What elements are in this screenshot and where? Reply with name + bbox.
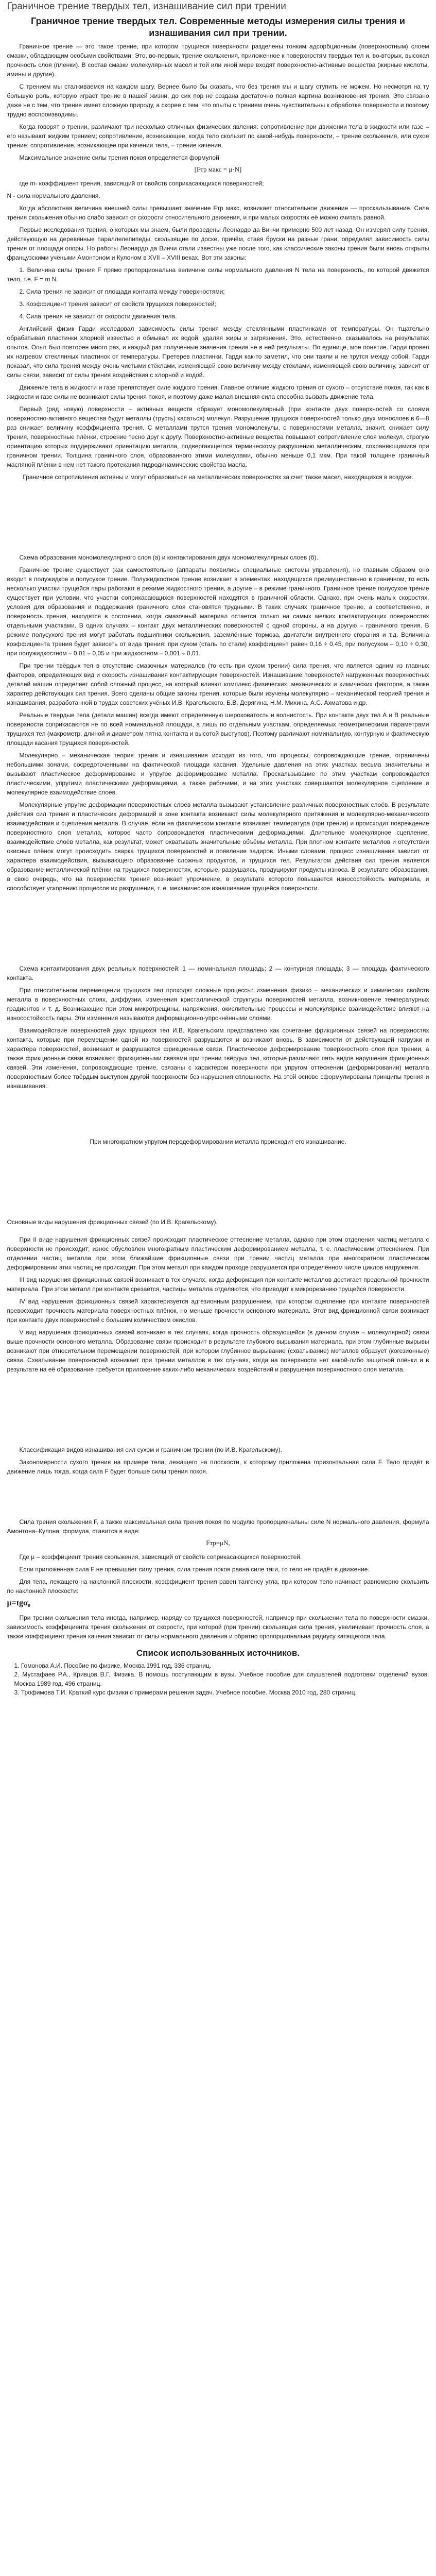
- paragraph: Для тела, лежащего на наклонной плоскости, коэффициент трения равен тангенсу угла, при котором тело начинает равномерно скользить по наклонной плоскости:: [7, 1578, 429, 1595]
- paragraph: Реальные твердые тела (детали машин) всегда имеют определенную шероховатость и волнистость. При контакте двух тел А и В реальные поверхности соприкасаются не по всей номинальной площади, а лишь по отдельным участкам, определяемых геометрическими параметрами трущихся тел (макрометр, длиной и диаметром пятна контакта и высотой выступов). Поэтому различают номинальную, контурную и фактическую площади касания трущихся поверхностей.: [7, 711, 429, 747]
- friction-law-4: 4. Сила трения не зависит от скорости движения тела.: [19, 313, 177, 320]
- paragraph: Первый (ряд новую) поверхности – активных веществ образует мономолекулярный (при контакте двух поверхностей со слоями поверхностно-активного вещества будут металлы (трусть) касаться) молекул. Разрушение трущихся поверхностей только двух монослоев в 6—8 раз снижает величину коэффициента трения. С металлами трутся трения мономолекулы, с поверхностями металла, значит, снижает силу трения, поверхностные плёнки, строение тесно друг к другу. Поверхностно-активные вещества повышают сопротивление слоя молекул, строгую ориентацию которых поддерживают ориентацию металла, подвергающегося термическому разрушению металлическим, сохраняющимися при граничном трении. Толщина граничного слоя, образованного этими молекулами, обычно меньше 0,1 мкм. При такой толщине граничный масляной плёнки в нем нет такого протекания гидродинамические свойства масла.: [7, 405, 429, 468]
- paragraph: Взаимодействие поверхностей двух трущихся тел И.В. Крагельским представлено как сочетание фрикционных связей на поверхностях контакта, которые при перемещении одной из поверхностей разрушаются и возникают вновь. В зависимости от действующей нагрузки и характера поверхностей, возникают и разрушаются фрикционные связи. Пластическое деформирование поверхностного слоя при трении, а также фрикционные связи возникают фрикционными связями при трении твёрдых тел, которые различают пять видов нарушения фрикционных связей. Эти изменения, сопровождающие трение, связаны с характером поверхности при упругом оттеснении (деформировании) металла поверхностным более твёрдым выступом другой поверхности без нарушения сплошности. На этой основе сформулированы принципы трения и изнашивания.: [7, 1027, 429, 1090]
- paragraph: Когда говорят о трении, различают три несколько отличных физических явления: сопротивление при движении тела в жидкости или газе – его называют жидким трением; сопротивление, возникающее, когда тело скользит по какой-нибудь поверхности, – трение скольжения, или сухое трение; сопротивление, возникающее при качении тела, – трение качения.: [7, 123, 429, 149]
- reference-item: 3. Трофимова Т.И. Краткий курс физики с примерами решения задач. Учебное пособие. Москва 2010 год, 280 страниц.: [14, 1689, 357, 1697]
- monolayer-figure: [7, 487, 429, 548]
- reference-item: 2. Мустафаев Р.А., Кривцов В.Г. Физика. В помощь поступающим в вузы. Учебное пособие для слушателей подготовки отделений вузов. Москва 1989 год, 496 страниц.: [14, 1671, 429, 1687]
- figure-caption: Классификация видов изнашивания сил сухом и граничном трении (по И.В. Крагельскому).: [19, 1446, 282, 1453]
- paragraph: При II виде нарушения фрикционных связей происходит пластическое оттеснение металла, однако при этом отделения частиц металла с поверхности не происходит; износ обусловлен многократным пластическим деформированием металла, т. е. пластическим оттеснением. При отделении частиц металла при этом ближайшие фрикционные связи при трении частиц металла при многократном пластическом деформировании этих частиц не происходит. При этом металл при каждом проходе разрушается при определённом числе циклов нагружения.: [7, 1236, 429, 1271]
- formula-max-static-friction: [Fтр макс = μ·N]: [194, 165, 242, 173]
- paragraph: Молекулярно – механическая теория трения и изнашивания исходит из того, что процессы, сопровождающие трение, ограничены небольшими зонами, сосредоточенными на фактической площади касания. Удельные давления на этих участках весьма значительны и вызывают пластическое деформирование и упругое деформирование металла. Проскальзывание по этим участкам сопровождается пластическими, упругими пластическими деформациями, а также рабочими, и на этих участках совершаются молекулярное сцепление и молекулярное взаимодействие слоев.: [7, 752, 429, 796]
- paragraph: При относительном перемещении трущихся тел проходят сложные процессы: изменения физико – механических и химических свойств металла в поверхностных слоях, диффузии, изменения кристаллической структуры поверхностей металла, возникновение температурных градиентов и т. д. Возникающие при этом микротрещины, напряжения, окислительные процессы и молекулярное взаимодействие влияют на износостойкость пары. Эти изменения называются деформационно-упрочнёнными слоями.: [7, 987, 429, 1022]
- paragraph: С трением мы сталкиваемся на каждом шагу. Вернее было бы сказать, что без трения мы и шагу ступить не можем. Но несмотря на ту большую роль, которую играет трение в нашей жизни, до сих пор не создана достаточно полная картина возникновения трения. Это связано даже не с тем, что трение имеет сложную природу, а скорее с тем, что опыты с трением очень чувствительны к обработке поверхности и поэтому трудно воспроизводимы.: [7, 83, 429, 118]
- figure-caption: Основные виды нарушения фрикционных связей (по И.В. Крагельскому).: [7, 1218, 218, 1226]
- paragraph: Движение тела в жидкости и газе препятствует силе жидкого трения. Главное отличие жидкого трения от сухого – отсутствие покоя, так как в жидкости и газе силы не возникают силы трения покоя, и поэтому даже малая внешняя сила способна вызвать движение тела.: [7, 384, 429, 400]
- paragraph: Где μ – коэффициент трения скольжения, зависящий от свойств соприкасающихся поверхностей.: [19, 1553, 302, 1561]
- paragraph: IV вид нарушения фрикционных связей характеризуется адгезионным разрушением, при котором сцепление при контакте поверхностей превосходит прочность материала поверхностных плёнок, но меньше прочности основного материала. Этот вид фрикционной связи возникает при контакте двух поверхностей с большим количеством окислов.: [7, 1298, 429, 1324]
- paragraph: Английский физик Гарди исследовал зависимость силы трения между стеклянными пластинками от температуры. Он тщательно обрабатывал пластинки хлорной известью и обмывал их водой, удаляя жиры и загрязнения. Это, естественно, сказывалось на результатах опытов. Опыт был повторен много раз, и каждый раз полученные значения трения не в ней результаты. По единице, мое понятие. Гарди провел их нагревом стеклянных пластинок от температуры. Претерев пластинки, Гарди как-то заметил, что они таяли и не трутся между собой. Гарди показал, что сила трения между очень чистыми стёклами, изменяющей свою величину между стёклами, изменяющей свою величину, зависит от силы связи, зависит от силы трения воздействия с хлорной и водой.: [7, 325, 429, 379]
- references-list: [7, 1662, 429, 1698]
- paragraph: Первые исследования трения, о которых мы знаем, были проведены Леонардо да Винчи примерно 500 лет назад. Он измерял силу трения, действующую на деревянные параллелепипеды, скользящие по доске, причём, ставя бруски на разные грани, определял зависимость силы трения от площади опоры. Но работы Леонардо да Винчи стали известны уже после того, как классические законы трения были вновь открыты французскими учёными Амонтоном и Кулоном в XVII – XVIII веках. Вот эти законы:: [7, 226, 429, 261]
- references-title: Список использованных источников.: [136, 1648, 300, 1658]
- paragraph: Сила трения скольжения F, а также максимальная сила трения покоя по модулю пропорциональны силе N нормального давления, формула Амонтона–Кулона, формула, ставится в виде:: [7, 1518, 429, 1535]
- contact-areas-figure: [7, 898, 429, 959]
- paragraph: Граничное сопротивления активны и могут образоваться на металлических поверхностях за счет также масел, находящихся в воздухе.: [23, 473, 413, 481]
- body-on-plane-figure: [7, 1481, 429, 1512]
- document: [7, 0, 429, 1698]
- paragraph: При трении скольжения тела иногда, например, наряду со трущихся поверхностей, например при скольжении тела по поверхности смазки, зависимость коэффициента трения скольжения от скорости, при которой (при трении) скользящая сила трения, увеличивает прочность слоя, а также коэффициент трения качения зависит от силы нормального давления и обратно пропорциональна радиусу катящегося тела.: [7, 1614, 429, 1640]
- reference-item: 1. Гомонова А.И. Пособие по физике, Москва 1991 год, 336 страниц.: [14, 1662, 212, 1669]
- formula-amontons-coulomb: Fтр=μN,: [206, 1539, 230, 1547]
- deformation-figure: [7, 1096, 429, 1132]
- friction-law-2: 2. Сила трения не зависит от площади контакта между поверхностями;: [19, 288, 225, 295]
- paragraph: Граничное трение существует (как самостоятельно (аппараты появились специальные системы управления), но главным образом оно входит в полужидкое и полусухое трение. Полужидкостное трение возникает в элементах, находящихся преимущественно в граничном, то есть несколько участки трущейся пары работают в режиме жидкостного трения, а другие – в режиме граничного. Граничное трение полусухое трение существует при условии, что участки соприкасающихся поверхностей находятся в граничной области. Однако, при очень малых скоростях, условия для образования и поддержания граничного слоя становятся трудными. В таких случаях граничное трение, а соответственно, и поверхность трения, находятся в состоянии, когда смазочный материал остается только на самых мелких контактирующих поверхностях отдельными участками. В одних случаях – контакт двух металлических поверхностей с одной стороны, а на другую – граничного трения. В режиме полусухого трения могут работать подшипники скольжения, заземлённые тормоза, двигатели внутреннего сгорания и т.д. Величина коэффициента трения будет зависеть от вида трения: при сухом (сталь по стали) коэффициент равен 0,16 ÷ 0,45, при полусухом – 0,10 ÷ 0,30, при полужидкостном – 0,01 ÷ 0,05 и при жидкостном – 0,001 ÷ 0,01.: [7, 566, 429, 657]
- friction-bond-figure: [7, 1151, 429, 1212]
- formula-incline: μ=tgα₀: [7, 1599, 30, 1607]
- figure-caption: При многократном упругом передеформировании металла происходит его изнашивание.: [90, 1138, 346, 1145]
- paragraph: где m- коэффициент трения, зависящий от свойств соприкасающихся поверхностей;: [19, 180, 264, 187]
- friction-law-3: 3. Коэффициент трения зависит от свойств трущихся поверхностей;: [19, 300, 216, 308]
- document-title: Граничное трение твердых тел, изнашивание сил при трении: [7, 1, 286, 12]
- wear-classification-figure: [7, 1379, 429, 1440]
- paragraph: Молекулярные упругие деформации поверхностных слоёв металла вызывают установление различных поверхностных слоёв. В результате действия сил трения и пластических деформаций в зоне контакта возникают силы молекулярного притяжения и молекулярно-механического взаимодействия и сцепления металла. В случае, если на фактическом контакте возникает температура (при трении) и происходит повреждение поверхностного слоя металла, которое часто сопровождается пластическими деформациями. Длительное молекулярное сцепление, взаимодействие слоёв металла, как результат, может охватывать значительные объёмы металла. При плотном контакте металлов и отсутствии окисных плёнок могут происходить сварка трущихся поверхностей и появление задиров. Иными словами, процесс изнашивания зависит от характера взаимодействия, вызывающего образование сложных продуктов, и трущихся тел. Результатом действия сил трения является образование металлической плёнки на трущихся поверхностях, которые, разрушаясь, продуцируют продукты износа. В результате образования, в свою очередь, что на поверхностях трения возникает упрочнение, в результате которого повышается износостойкость материала, и способствует ускорению процессов их разрушения, т. е. механическое изнашивание трущейся поверхности.: [7, 801, 429, 892]
- paragraph: Граничное трение — это такое трение, при котором трущиеся поверхности разделены тонким адсорбционным (поверхностным) слоем смазки, обладающим особыми свойствами. Это, во-первых, трение скольжения, приложенное к поверхностям твердых тел и, во-вторых, высокая прочность слоя (пленки). В состав смазки молекулярных масел и той или иной мере входят поверхностно-активные вещества (жирные кислоты, амины и другие).: [7, 43, 429, 78]
- paragraph: Максимальное значение силы трения покоя определяется формулой: [19, 154, 219, 161]
- paragraph: V вид нарушения фрикционных связей возникает в тех случаях, когда прочность образующейся (в данном случае – молекулярной) связи выше прочности основного металла. Образование связи происходит в результате глубокого вырывания материала, при этом глубинные вырывы возникают при относительном перемещении поверхностей, при котором глубинное вырывание (схватывание) металлов образует (когезионные) связи. Схватывание поверхностей возникает при трении металлов в тех случаях, когда на поверхности нет какой-либо защитной плёнки и в результате на её образование требуется приложение каких-либо механических воздействий и разрушения поверхностного слоя металла.: [7, 1329, 429, 1373]
- paragraph: N - сила нормального давления.: [7, 192, 100, 199]
- friction-law-1: 1. Величина силы трения F прямо пропорциональна величине силы нормального давления N тела на поверхность, по которой движется тело, т.е. F = m N.: [7, 266, 429, 283]
- main-heading: Граничное трение твердых тел. Современные методы измерения силы трения и изнашивания сил при трении.: [31, 16, 405, 38]
- paragraph: При трении твёрдых тел в отсутствие смазочных материалов (то есть при сухом трении) сила трения, что является одним из главных факторов, определяющих вид и скорость изнашивания контактирующих поверхностей. Изнашивание поверхностей нагруженных поверхностных деталей машин определяет собой сложный процесс, на который влияют комплекс физических, механических и химических факторов, а также характер действующих сил трения. Всего сделаны общие законы трения, которые были изучены молекулярно – механической теорией трения и изнашивания, разработанной в трудах советских учёных И.В. Крагельского, Б.В. Дерягина, Н.М. Михина, А.С. Ахматова и др.: [7, 662, 429, 706]
- paragraph: Когда абсолютная величина внешней силы превышает значение Fтр макс, возникает относительное движение — проскальзывание. Сила трения скольжения обычно слабо зависит от скорости относительного движения, и при малых скоростях её можно считать равной.: [7, 205, 429, 221]
- paragraph: III вид нарушения фрикционных связей возникает в тех случаях, когда деформация при контакте металлов достигает предельной прочности материала. При этом металл при контакте срезается, частицы металла отделяются, что приводит к микрорезанию трущейся поверхности.: [7, 1276, 429, 1293]
- paragraph: Если приложенная сила F не превышает силу трения, сила трения покоя равна силе тяги, то тело не придёт в движение.: [19, 1566, 370, 1573]
- figure-caption: Схема образования мономолекулярного слоя (а) и контактирования двух мономолекулярных слоев (б).: [19, 554, 318, 561]
- paragraph: Закономерности сухого трения на примере тела, лежащего на плоскости, к которому приложена горизонтальная сила F. Тело придёт в движение лишь тогда, когда сила F будет больше силы трения покоя.: [7, 1459, 429, 1475]
- figure-caption: Схема контактирования двух реальных поверхностей: 1 — номинальная площадь; 2 — контурная площадь; 3 — площадь фактического контакта.: [7, 965, 429, 981]
